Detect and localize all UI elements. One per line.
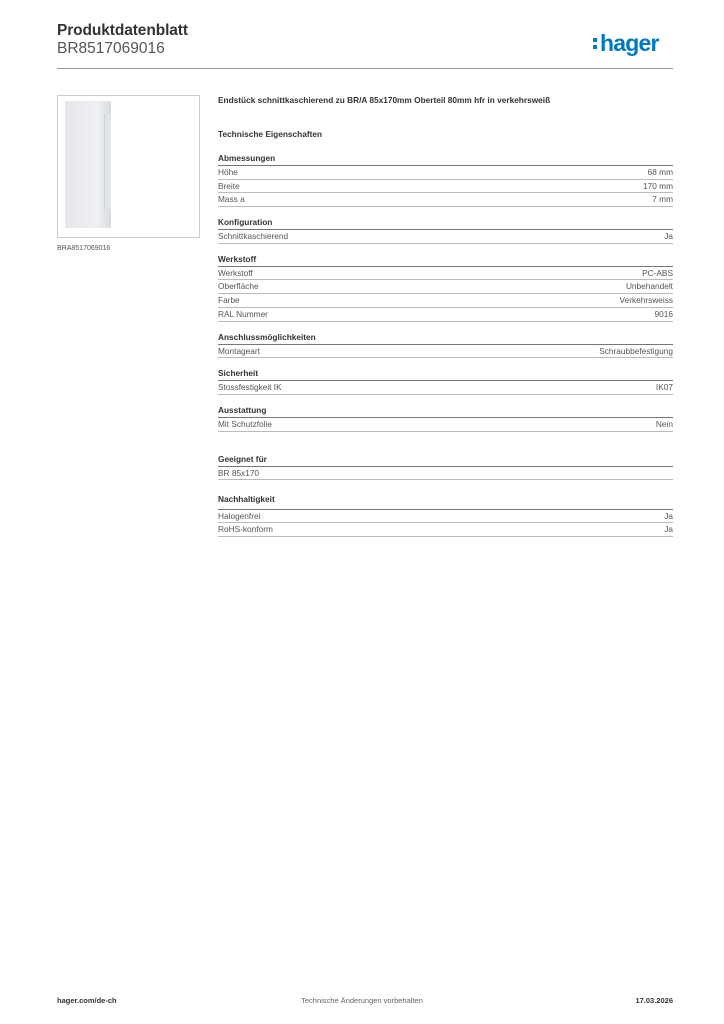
row-value: 7 mm — [652, 194, 673, 205]
table-row — [218, 294, 673, 308]
row-value: Ja — [664, 231, 673, 242]
section-title: Abmessungen — [218, 153, 673, 166]
section-suitable-for — [218, 454, 673, 481]
row-value: Unbehandelt — [625, 281, 673, 292]
article-number: BR8517069016 — [57, 40, 165, 57]
product-description: Endstück schnittkaschierend zu BR/A 85x170mm Oberteil 80mm hfr in verkehrsweiß — [218, 95, 551, 105]
table-row — [218, 280, 673, 294]
header-divider — [57, 68, 673, 69]
section-equipment — [218, 405, 673, 432]
row-label: Mit Schutzfolie — [218, 418, 272, 429]
logo-dots-icon — [593, 36, 597, 50]
table-row — [218, 467, 673, 481]
row-label: Oberfläche — [218, 281, 259, 292]
row-value: PC-ABS — [642, 267, 673, 278]
row-value: Ja — [664, 523, 673, 534]
row-label: Montageart — [218, 345, 260, 356]
section-title: Werkstoff — [218, 254, 673, 267]
section-title: Ausstattung — [218, 405, 673, 418]
row-label: BR 85x170 — [218, 467, 260, 478]
row-label: Mass a — [218, 194, 245, 205]
section-dimensions — [218, 153, 673, 207]
row-label: Werkstoff — [218, 267, 253, 278]
row-label: Halogenfrei — [218, 511, 261, 522]
footer-notice: Technische Änderungen vorbehalten — [301, 996, 423, 1005]
section-title: Anschlussmöglichkeiten — [218, 332, 673, 345]
table-row — [218, 381, 673, 395]
table-row — [218, 308, 673, 322]
section-title: Nachhaltigkeit — [218, 494, 275, 505]
table-row — [218, 193, 673, 207]
footer-website-link[interactable]: hager.com/de-ch — [57, 996, 117, 1005]
table-row — [218, 180, 673, 194]
row-label: Breite — [218, 180, 240, 191]
document-title: Produktdatenblatt — [57, 22, 188, 39]
row-value: 9016 — [654, 308, 673, 319]
section-configuration — [218, 217, 673, 244]
row-value: 170 mm — [643, 180, 673, 191]
row-label: Farbe — [218, 295, 240, 306]
row-label: Stossfestigkeit IK — [218, 382, 282, 393]
logo-text: hager — [600, 29, 659, 56]
footer-date: 17.03.2026 — [635, 996, 673, 1005]
table-row — [218, 267, 673, 281]
row-value: Nein — [655, 418, 673, 429]
section-connection — [218, 332, 673, 359]
product-details — [218, 95, 673, 537]
section-sustainability — [218, 494, 673, 536]
row-value: IK07 — [655, 382, 673, 393]
table-row — [218, 418, 673, 432]
table-row — [218, 523, 673, 537]
section-title: Geeignet für — [218, 454, 673, 467]
technical-heading: Technische Eigenschaften — [218, 129, 323, 139]
row-value: 68 mm — [647, 167, 673, 177]
row-value: Verkehrsweiss — [619, 295, 673, 306]
table-row — [218, 345, 673, 359]
row-value: Schraubbefestigung — [599, 345, 673, 356]
table-row — [218, 166, 673, 180]
row-label: Schnittkaschierend — [218, 231, 289, 242]
row-label: Höhe — [218, 167, 238, 177]
section-material — [218, 254, 673, 322]
section-title: Sicherheit — [218, 368, 673, 381]
table-row — [218, 509, 673, 523]
product-image — [57, 95, 200, 238]
row-label: RoHS-konform — [218, 523, 273, 534]
hager-logo — [593, 28, 673, 58]
image-caption: BRA8517069016 — [57, 245, 111, 252]
row-value: Ja — [664, 511, 673, 522]
row-label: RAL Nummer — [218, 308, 268, 319]
product-notch — [104, 114, 111, 209]
section-title: Konfiguration — [218, 217, 673, 230]
table-row — [218, 230, 673, 244]
section-safety — [218, 368, 673, 395]
